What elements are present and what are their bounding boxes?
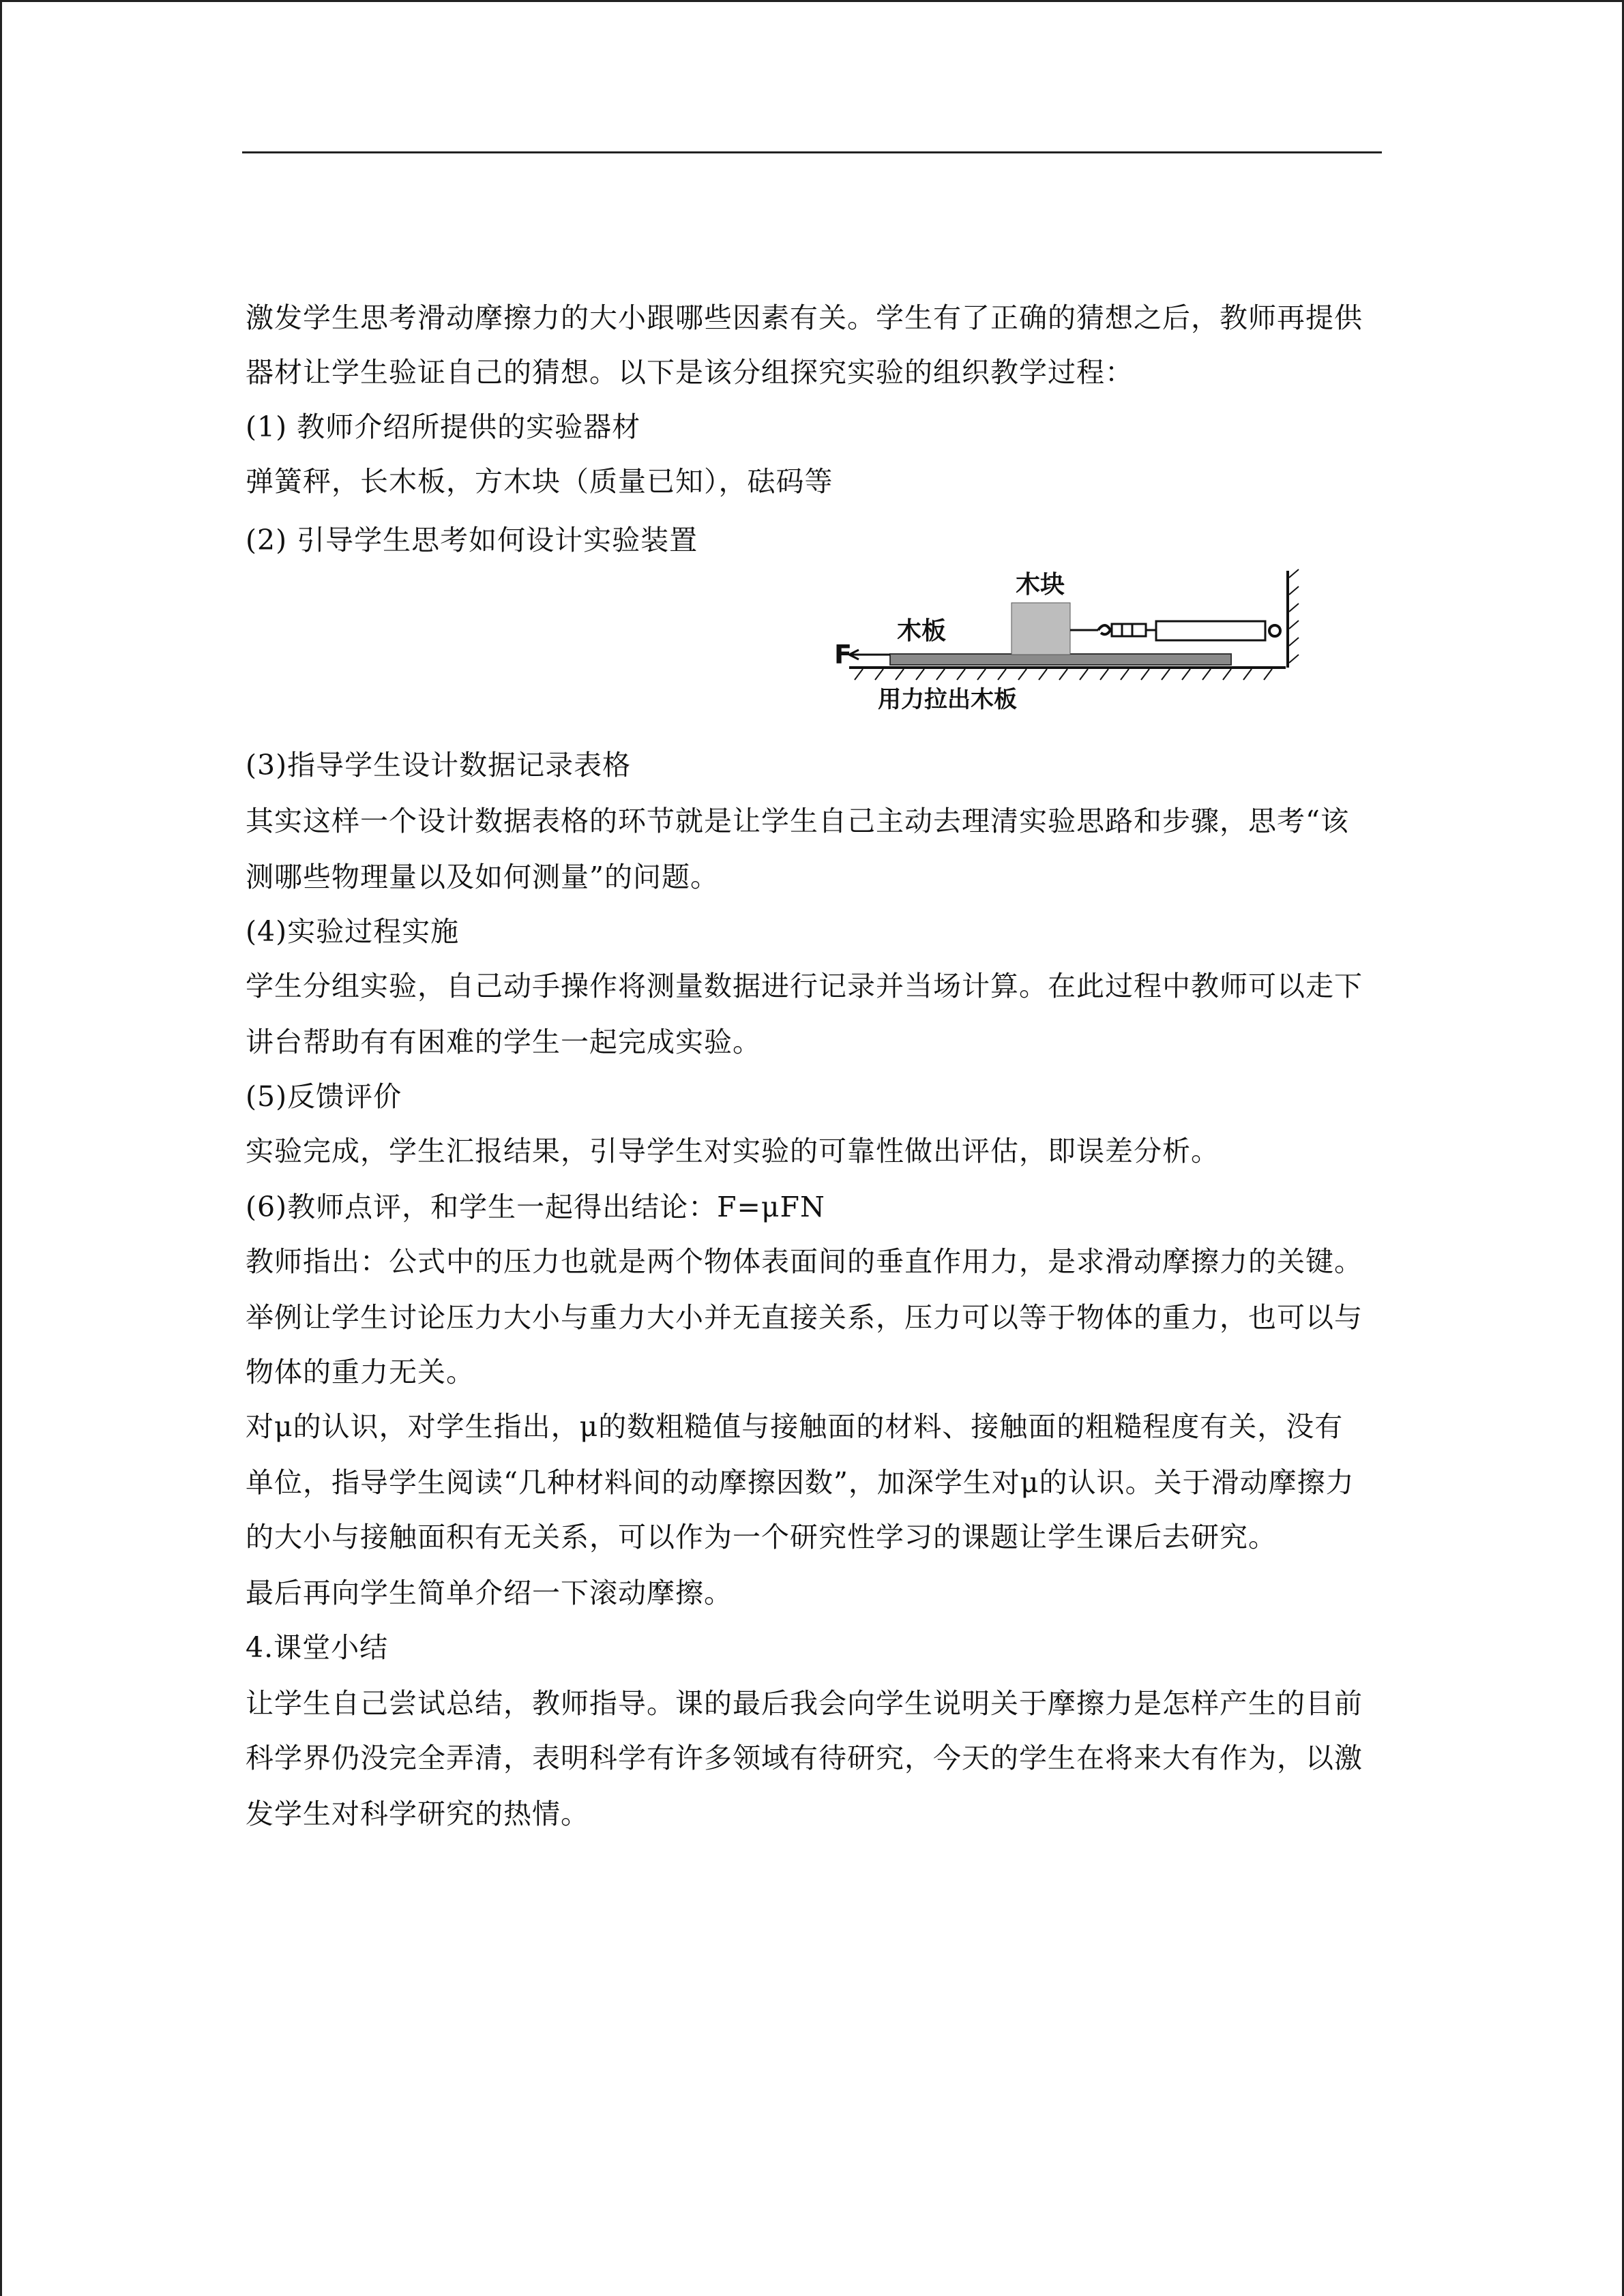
spring-scale-spring <box>1112 624 1146 636</box>
block-label: 木块 <box>1016 571 1065 599</box>
header-rule <box>242 151 1382 153</box>
text-line: 举例让学生讨论压力大小与重力大小并无直接关系，压力可以等于物体的重力，也可以与 <box>246 1301 1363 1334</box>
text-line: 单位，指导学生阅读“几种材料间的动摩擦因数”，加深学生对μ的认识。关于滑动摩擦力 <box>246 1466 1355 1499</box>
ground-hatching <box>855 669 1272 680</box>
text-line: (4)实验过程实施 <box>246 915 460 948</box>
text-line: 讲台帮助有有困难的学生一起完成实验。 <box>246 1026 761 1058</box>
page-border-top <box>0 0 1624 2</box>
text-line: 学生分组实验，自己动手操作将测量数据进行记录并当场计算。在此过程中教师可以走下 <box>246 970 1363 1002</box>
force-label: F <box>834 640 852 670</box>
text-line: (1) 教师介绍所提供的实验器材 <box>246 411 641 443</box>
wall-ring <box>1269 625 1280 636</box>
friction-experiment-diagram <box>822 557 1310 723</box>
wall-hatching <box>1289 569 1299 663</box>
text-line: 其实这样一个设计数据表格的环节就是让学生自己主动去理清实验思路和步骤，思考“该 <box>246 805 1349 837</box>
text-line: (2) 引导学生思考如何设计实验装置 <box>246 524 698 556</box>
text-line: (6)教师点评，和学生一起得出结论：F=μFN <box>246 1191 825 1223</box>
text-line: 科学界仍没完全弄清，表明科学有许多领域有待研究，今天的学生在将来大有作为，以激 <box>246 1742 1363 1774</box>
page-border-left <box>0 0 2 2296</box>
text-line: 测哪些物理量以及如何测量”的问题。 <box>246 861 719 893</box>
text-line: 教师指出：公式中的压力也就是两个物体表面间的垂直作用力，是求滑动摩擦力的关键。 <box>246 1245 1363 1278</box>
text-line: 4.课堂小结 <box>246 1631 389 1664</box>
text-line: 让学生自己尝试总结，教师指导。课的最后我会向学生说明关于摩擦力是怎样产生的目前 <box>246 1687 1363 1720</box>
text-line: 发学生对科学研究的热情。 <box>246 1798 589 1830</box>
text-line: 最后再向学生简单介绍一下滚动摩擦。 <box>246 1577 733 1609</box>
wood-block <box>1012 603 1070 655</box>
text-line: 器材让学生验证自己的猜想。以下是该分组探究实验的组织教学过程： <box>246 356 1134 389</box>
board-label: 木板 <box>897 617 947 645</box>
text-line: 对μ的认识，对学生指出，μ的数粗糙值与接触面的材料、接触面的粗糙程度有关，没有 <box>246 1410 1344 1443</box>
hook <box>1098 625 1110 634</box>
text-line: 实验完成，学生汇报结果，引导学生对实验的可靠性做出评估，即误差分析。 <box>246 1135 1220 1167</box>
figure-caption: 用力拉出木板 <box>878 686 1017 713</box>
spring-scale-body <box>1156 621 1265 640</box>
text-line: (5)反馈评价 <box>246 1080 402 1113</box>
text-line: (3)指导学生设计数据记录表格 <box>246 749 632 781</box>
text-line: 的大小与接触面积有无关系，可以作为一个研究性学习的课题让学生课后去研究。 <box>246 1521 1277 1553</box>
text-line: 弹簧秤，长木板，方木块（质量已知），砝码等 <box>246 465 833 498</box>
wood-board <box>890 654 1231 665</box>
text-line: 激发学生思考滑动摩擦力的大小跟哪些因素有关。学生有了正确的猜想之后，教师再提供 <box>246 301 1363 334</box>
text-line: 物体的重力无关。 <box>246 1356 475 1388</box>
